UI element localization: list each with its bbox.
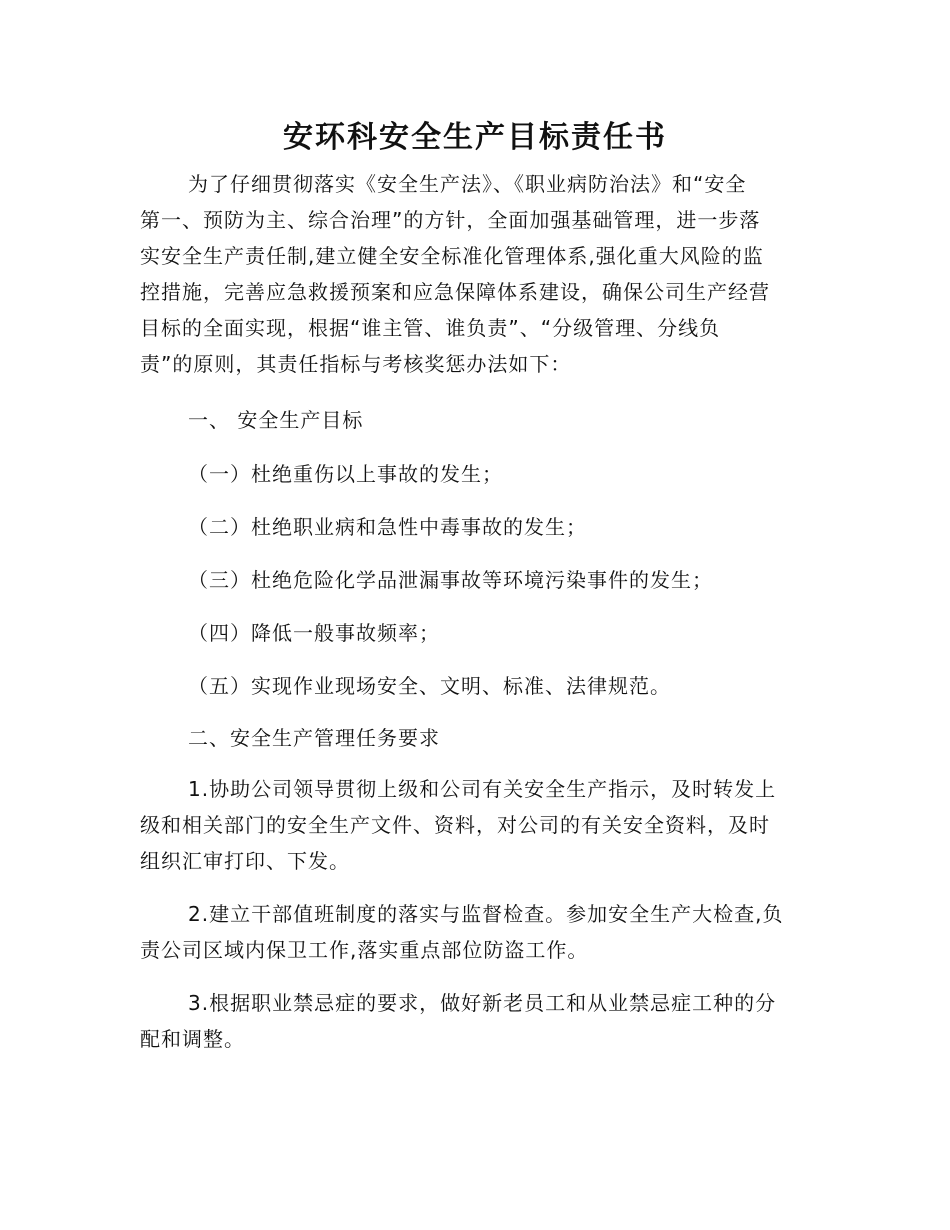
intro-line: 控措施，完善应急救援预案和应急保障体系建设，确保公司生产经营 bbox=[140, 280, 770, 304]
task-line: 责公司区域内保卫工作,落实重点部位防盗工作。 bbox=[140, 938, 589, 962]
intro-line: 责”的原则，其责任指标与考核奖惩办法如下： bbox=[140, 352, 572, 376]
task-line: 2.建立干部值班制度的落实与监督检查。参加安全生产大检查,负 bbox=[188, 902, 784, 926]
document-title: 安环科安全生产目标责任书 bbox=[283, 120, 667, 155]
task-line: 级和相关部门的安全生产文件、资料，对公司的有关安全资料，及时 bbox=[140, 813, 770, 837]
goal-item: （四）降低一般事故频率； bbox=[188, 621, 440, 645]
task-2-paragraph bbox=[140, 896, 800, 968]
intro-paragraph bbox=[140, 166, 800, 382]
goal-item: （二）杜绝职业病和急性中毒事故的发生； bbox=[188, 515, 587, 539]
intro-line: 第一、预防为主、综合治理”的方针，全面加强基础管理，进一步落 bbox=[140, 208, 761, 232]
intro-line: 目标的全面实现，根据“谁主管、谁负责”、“分级管理、分线负 bbox=[140, 316, 721, 340]
task-1-paragraph bbox=[140, 771, 800, 879]
goal-item: （一）杜绝重伤以上事故的发生； bbox=[188, 462, 503, 486]
task-line: 1.协助公司领导贯彻上级和公司有关安全生产指示，及时转发上 bbox=[188, 777, 777, 801]
task-line: 3.根据职业禁忌症的要求，做好新老员工和从业禁忌症工种的分 bbox=[188, 991, 777, 1015]
section1-heading: 一、 安全生产目标 bbox=[188, 408, 364, 432]
section2-heading: 二、安全生产管理任务要求 bbox=[188, 726, 440, 750]
task-3-paragraph bbox=[140, 985, 800, 1057]
goal-item: （五）实现作业现场安全、文明、标准、法律规范。 bbox=[188, 674, 671, 698]
intro-line: 为了仔细贯彻落实《安全生产法》、《职业病防治法》和“安全 bbox=[188, 172, 747, 196]
intro-line: 实安全生产责任制,建立健全安全标准化管理体系,强化重大风险的监 bbox=[140, 244, 764, 268]
goal-item: （三）杜绝危险化学品泄漏事故等环境污染事件的发生； bbox=[188, 568, 713, 592]
task-line: 配和调整。 bbox=[140, 1027, 245, 1051]
task-line: 组织汇审打印、下发。 bbox=[140, 849, 350, 873]
